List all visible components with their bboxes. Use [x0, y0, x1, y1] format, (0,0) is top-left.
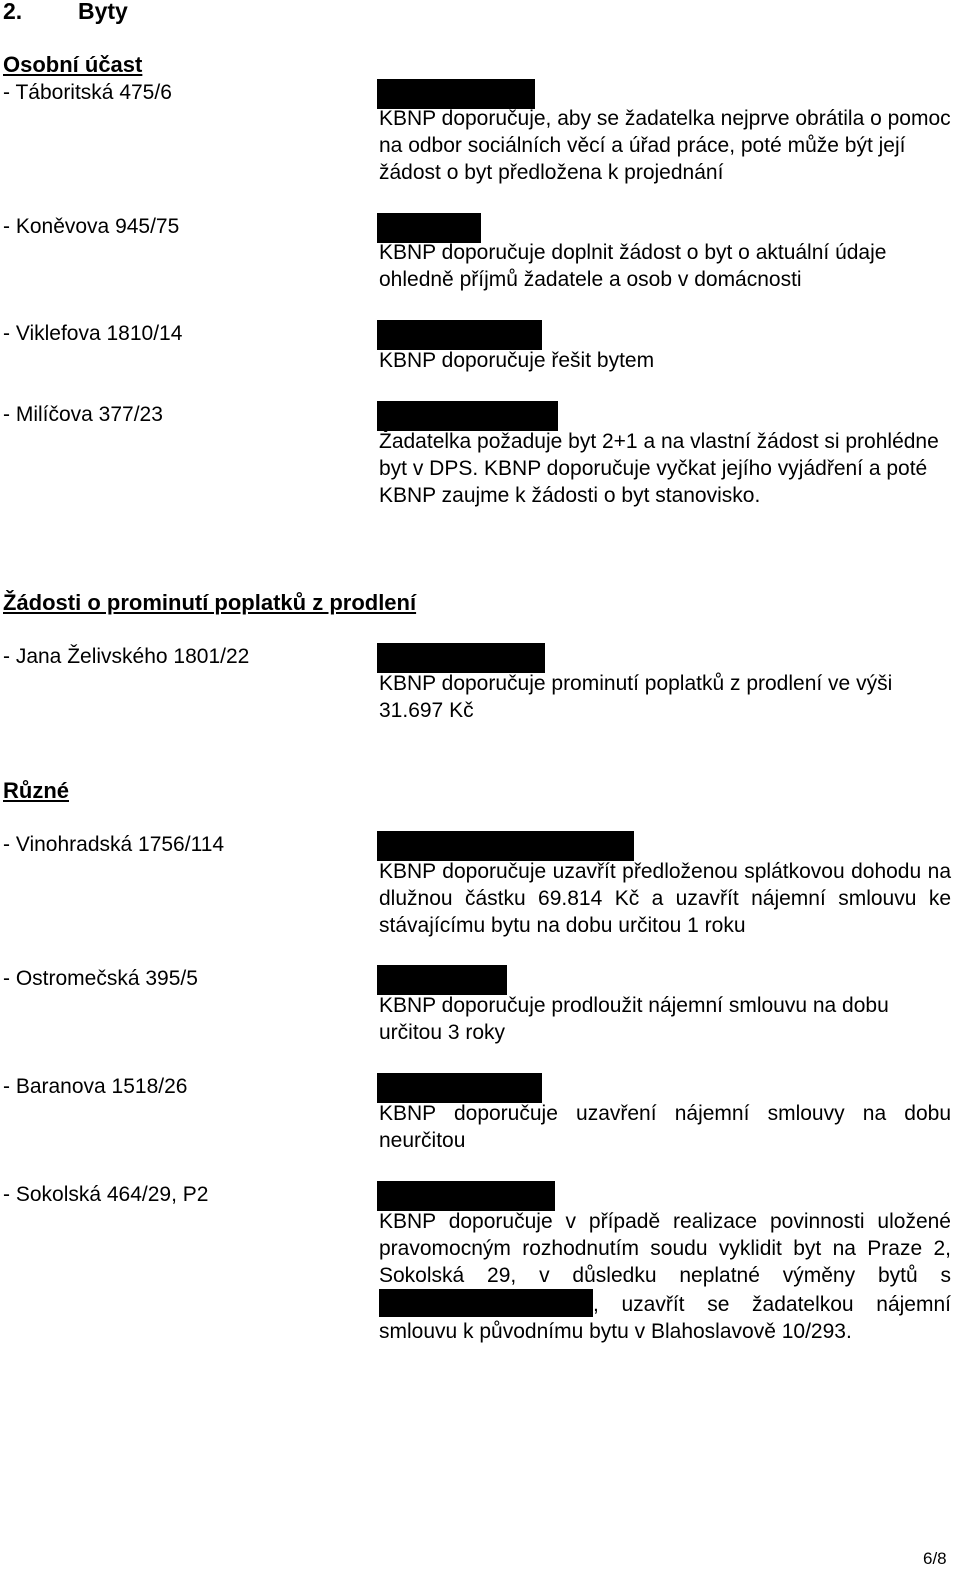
- section-number: 2.: [3, 0, 23, 24]
- recommendation-konevova: KBNP doporučuje doplnit žádost o byt o aktuální údaje ohledně příjmů žadatele a osob v domácnosti: [379, 241, 887, 291]
- redaction-block: [377, 643, 545, 673]
- address-vinohradska: - Vinohradská 1756/114: [3, 833, 225, 856]
- redaction-block: [377, 1181, 555, 1211]
- recommendation-ostromecska: KBNP doporučuje prodloužit nájemní smlouvu na dobu určitou 3 roky: [379, 994, 889, 1044]
- address-ostromecska: - Ostromečská 395/5: [3, 967, 198, 990]
- redaction-block: [377, 401, 558, 431]
- recommendation-baranova: KBNP doporučuje uzavření nájemní smlouvy na dobu neurčitou: [379, 1102, 951, 1152]
- redaction-block: [377, 1073, 542, 1103]
- redaction-block: [377, 965, 507, 995]
- address-zelivskeho: - Jana Želivského 1801/22: [3, 645, 250, 668]
- heading-waivers: Žádosti o prominutí poplatků z prodlení: [3, 590, 417, 615]
- redaction-block: [377, 831, 634, 861]
- address-taboritska: - Táboritská 475/6: [3, 81, 172, 104]
- recommendation-milicova: Žadatelka požaduje byt 2+1 a na vlastní žádost si prohlédne byt v DPS. KBNP doporučuje vyčkat jejího vyjádření a poté KBNP zaujme k žádosti o byt stanovisko.: [379, 430, 939, 507]
- address-baranova: - Baranova 1518/26: [3, 1075, 188, 1098]
- recommendation-taboritska: KBNP doporučuje, aby se žadatelka nejprve obrátila o pomoc na odbor sociálních věcí a úřad práce, poté může být její žádost o byt předložena k projednání: [379, 107, 951, 184]
- recommendation-vinohradska: KBNP doporučuje uzavřít předloženou splátkovou dohodu na dlužnou částku 69.814 Kč a uzavřít nájemní smlouvu ke stávajícímu bytu na dobu určitou 1 roku: [379, 860, 951, 937]
- recommendation-sokolska-part2: , uzavřít se žadatelkou nájemní smlouvu k původnímu bytu v Blahoslavově 10/293.: [379, 1293, 951, 1343]
- address-milicova: - Milíčova 377/23: [3, 403, 163, 426]
- inline-redaction: [379, 1289, 593, 1317]
- recommendation-zelivskeho: KBNP doporučuje prominutí poplatků z prodlení ve výši 31.697 Kč: [379, 672, 893, 722]
- address-viklefova: - Viklefova 1810/14: [3, 322, 183, 345]
- recommendation-sokolska: [379, 1208, 951, 1345]
- heading-personal: Osobní účast: [3, 52, 143, 77]
- section-title: Byty: [78, 0, 128, 24]
- heading-misc: Různé: [3, 778, 69, 803]
- redaction-block: [377, 320, 542, 350]
- address-sokolska: - Sokolská 464/29, P2: [3, 1183, 209, 1206]
- page-number: 6/8: [923, 1549, 947, 1568]
- address-konevova: - Koněvova 945/75: [3, 215, 180, 238]
- recommendation-sokolska-part1: KBNP doporučuje v případě realizace povinnosti uložené pravomocným rozhodnutím soudu vyklidit byt na Praze 2, Sokolská 29, v důsledku neplatné výměny bytů s: [379, 1210, 951, 1287]
- recommendation-viklefova: KBNP doporučuje řešit bytem: [379, 349, 655, 372]
